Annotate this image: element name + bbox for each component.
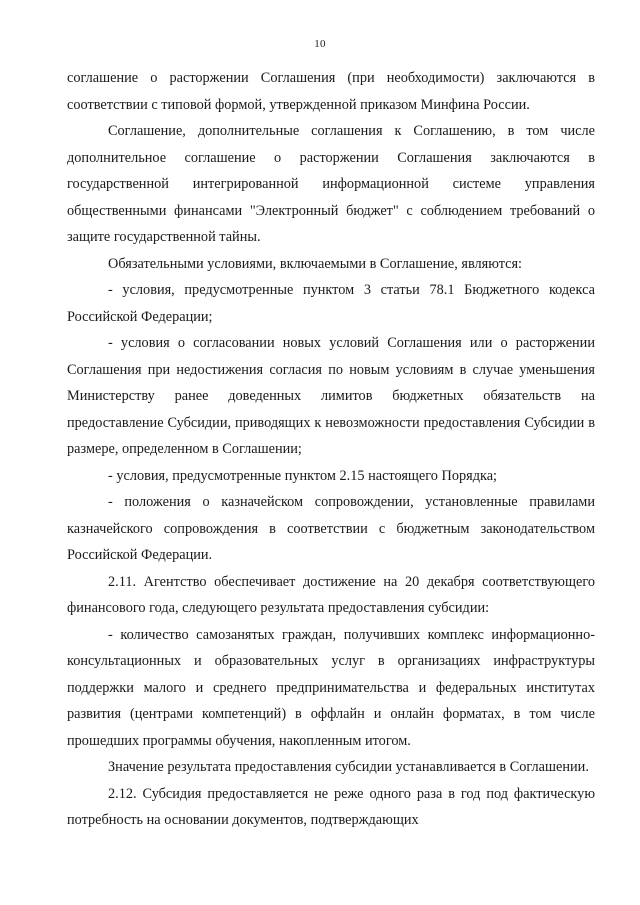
paragraph: Соглашение, дополнительные соглашения к Соглашению, в том числе дополнительное соглашение о расторжении Соглашения заключаются в государственной интегрированной информационной системе управления общественными финансами "Электронный бюджет" с соблюдением требований о защите государственной тайны. <box>67 123 595 245</box>
paragraph: соглашение о расторжении Соглашения (при необходимости) заключаются в соответствии с типовой формой, утвержденной приказом Минфина России. <box>67 70 595 113</box>
page-number: 10 <box>314 38 326 50</box>
document-body <box>67 65 595 834</box>
paragraph: - положения о казначейском сопровождении, установленные правилами казначейского сопровождения в соответствии с бюджетным законодательством Российской Федерации. <box>67 494 595 563</box>
paragraph: 2.11. Агентство обеспечивает достижение на 20 декабря соответствующего финансового года, следующего результата предоставления субсидии: <box>67 573 595 616</box>
paragraph: - условия о согласовании новых условий Соглашения или о расторжении Соглашения при недостижения согласия по новым условиям в случае уменьшения Министерству ранее доведенных лимитов бюджетных обязательств на предоставление Субсидии, приводящих к невозможности предоставления Субсидии в размере, определенном в Соглашении; <box>67 335 595 457</box>
paragraph: - условия, предусмотренные пунктом 3 статьи 78.1 Бюджетного кодекса Российской Федерации; <box>67 282 595 325</box>
paragraph: Обязательными условиями, включаемыми в Соглашение, являются: <box>108 255 523 272</box>
paragraph: Значение результата предоставления субсидии устанавливается в Соглашении. <box>108 759 589 775</box>
paragraph: - условия, предусмотренные пунктом 2.15 настоящего Порядка; <box>108 467 498 484</box>
paragraph: 2.12. Субсидия предоставляется не реже одного раза в год под фактическую потребность на основании документов, подтверждающих <box>67 785 595 828</box>
paragraph: - количество самозанятых граждан, получивших комплекс информационно-консультационных и образовательных услуг в организациях инфраструктуры поддержки малого и среднего предпринимательства и федеральных институтах развития (центрами компетенций) в оффлайн и онлайн форматах, в том числе прошедших программы обучения, накопленным итогом. <box>67 626 595 749</box>
